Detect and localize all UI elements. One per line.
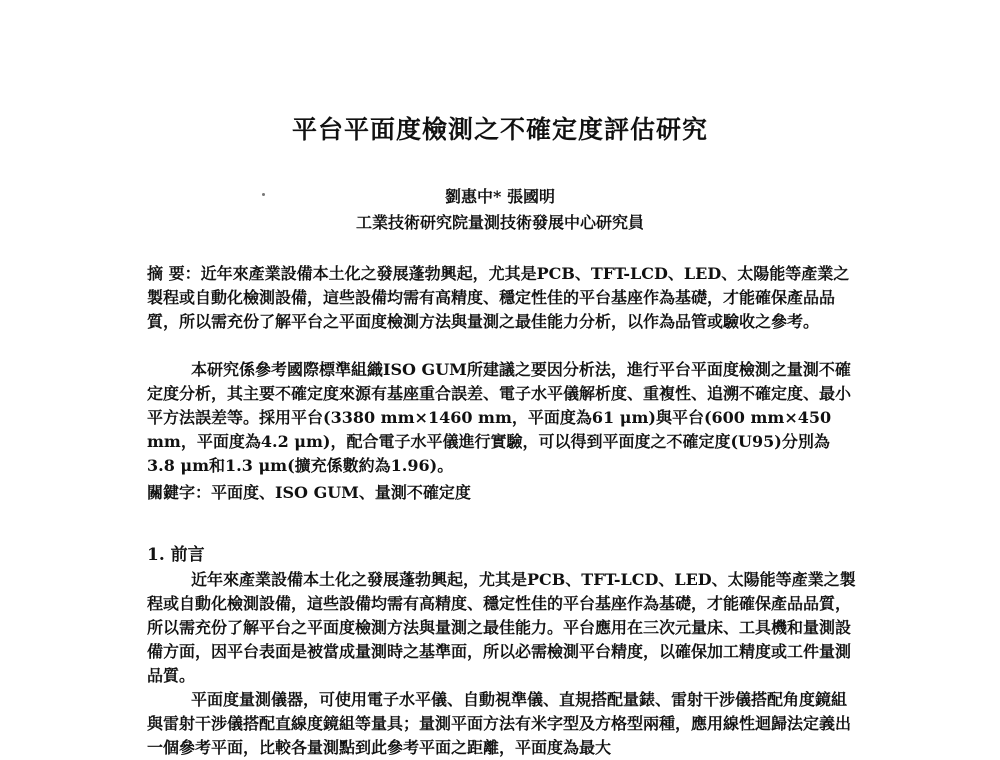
abstract-paragraph-1 [147, 262, 857, 334]
intro-text-1: 近年來產業設備本土化之發展蓬勃興起，尤其是PCB、TFT-LCD、LED、太陽能等產業之製程或自動化檢測設備，這些設備均需有高精度、穩定性佳的平台基座作為基礎，才能確保產品品質，所以需充份了解平台之平面度檢測方法與量測之最佳能力。平台應用在三次元量床、工具機和量測設備方面，因平台表面是被當成量測時之基準面，所以必需檢測平台精度，以確保加工精度或工件量測品質。 [147, 570, 856, 685]
section-heading: 1. 前言 [147, 545, 205, 565]
keywords-text: 平面度、ISO GUM、量測不確定度 [211, 483, 471, 502]
keywords-line [147, 481, 857, 505]
intro-paragraph-1 [147, 568, 857, 688]
abstract-text-1: 近年來產業設備本土化之發展蓬勃興起，尤其是PCB、TFT-LCD、LED、太陽能等產業之製程或自動化檢測設備，這些設備均需有高精度、穩定性佳的平台基座作為基礎，才能確保產品品質，所以需充份了解平台之平面度檢測方法與量測之最佳能力分析，以作為品管或驗收之參考。 [147, 264, 850, 331]
abstract-text-2: 本研究係參考國際標準組織ISO GUM所建議之要因分析法，進行平台平面度檢測之量測不確定度分析，其主要不確定度來源有基座重合誤差、電子水平儀解析度、重複性、追溯不確定度、最小平方法誤差等。採用平台(3380 mm×1460 mm，平面度為61 μm)與平台(600 mm×450 mm，平面度為4.2 μm)，配合電子水平儀進行實驗，可以得到平面度之不確定度(U95)分別為3.8 μm和1.3 μm(擴充係數約為1.96)。 [147, 360, 852, 475]
intro-paragraph-2 [147, 688, 857, 760]
paper-title: 平台平面度檢測之不確定度評估研究 [291, 115, 708, 144]
intro-text-2: 平面度量測儀器，可使用電子水平儀、自動視準儀、直規搭配量錶、雷射干涉儀搭配角度鏡組與雷射干涉儀搭配直線度鏡組等量具；量測平面方法有米字型及方格型兩種，應用線性迴歸法定義出一個參考平面，比較各量測點到此參考平面之距離，平面度為最大 [147, 690, 852, 757]
keywords-label: 關鍵字： [147, 483, 212, 502]
abstract-paragraph-2 [147, 358, 857, 478]
paper-authors: 劉惠中* 張國明 [445, 187, 555, 206]
abstract-label: 摘 要： [147, 264, 201, 283]
paper-affiliation: 工業技術研究院量測技術發展中心研究員 [355, 213, 644, 232]
